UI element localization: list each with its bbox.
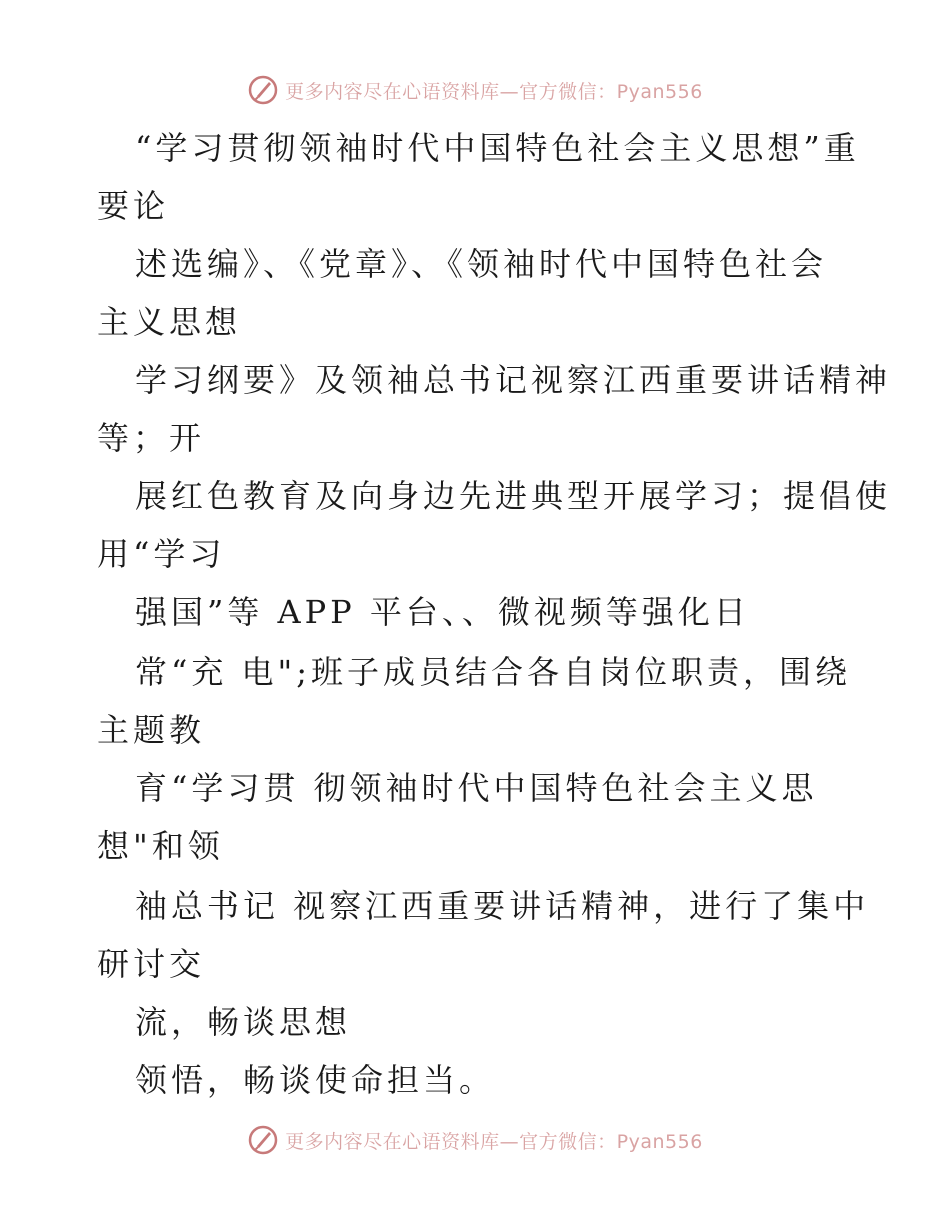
body-line: 常“充 电";班子成员结合各自岗位职责，围绕 — [135, 653, 852, 691]
quill-logo-icon — [247, 1124, 279, 1156]
body-line: 研讨交 — [97, 945, 206, 983]
footer-watermark — [0, 1120, 950, 1160]
body-line: “学习贯彻领袖时代中国特色社会主义思想”重 — [135, 129, 860, 167]
quill-logo-icon — [247, 74, 279, 106]
body-line: 展红色教育及向身边先进典型开展学习；提倡使 — [135, 477, 892, 515]
watermark-text: 更多内容尽在心语资料库—官方微信：Pyan556 — [285, 80, 703, 103]
watermark-text: 更多内容尽在心语资料库—官方微信：Pyan556 — [285, 1130, 703, 1153]
body-line: 学习纲要》及领袖总书记视察江西重要讲话精神 — [135, 361, 892, 399]
body-line: 想"和领 — [97, 827, 224, 865]
header-watermark — [0, 70, 950, 110]
body-line: 等；开 — [97, 419, 206, 457]
body-line: 主义思想 — [97, 303, 242, 341]
body-line: 要论 — [97, 187, 170, 225]
body-line: 袖总书记 视察江西重要讲话精神，进行了集中 — [135, 887, 870, 925]
body-line: 述选编》、《党章》、《领袖时代中国特色社会 — [135, 245, 828, 283]
body-line: 流，畅谈思想 — [135, 1003, 352, 1041]
body-line: 主题教 — [97, 711, 206, 749]
body-line: 育“学习贯 彻领袖时代中国特色社会主义思 — [135, 769, 818, 807]
body-line: 领悟，畅谈使命担当。 — [135, 1061, 496, 1099]
body-line: 强国”等 APP 平台、、微视频等强化日 — [135, 593, 750, 631]
body-line: 用“学习 — [97, 535, 226, 573]
